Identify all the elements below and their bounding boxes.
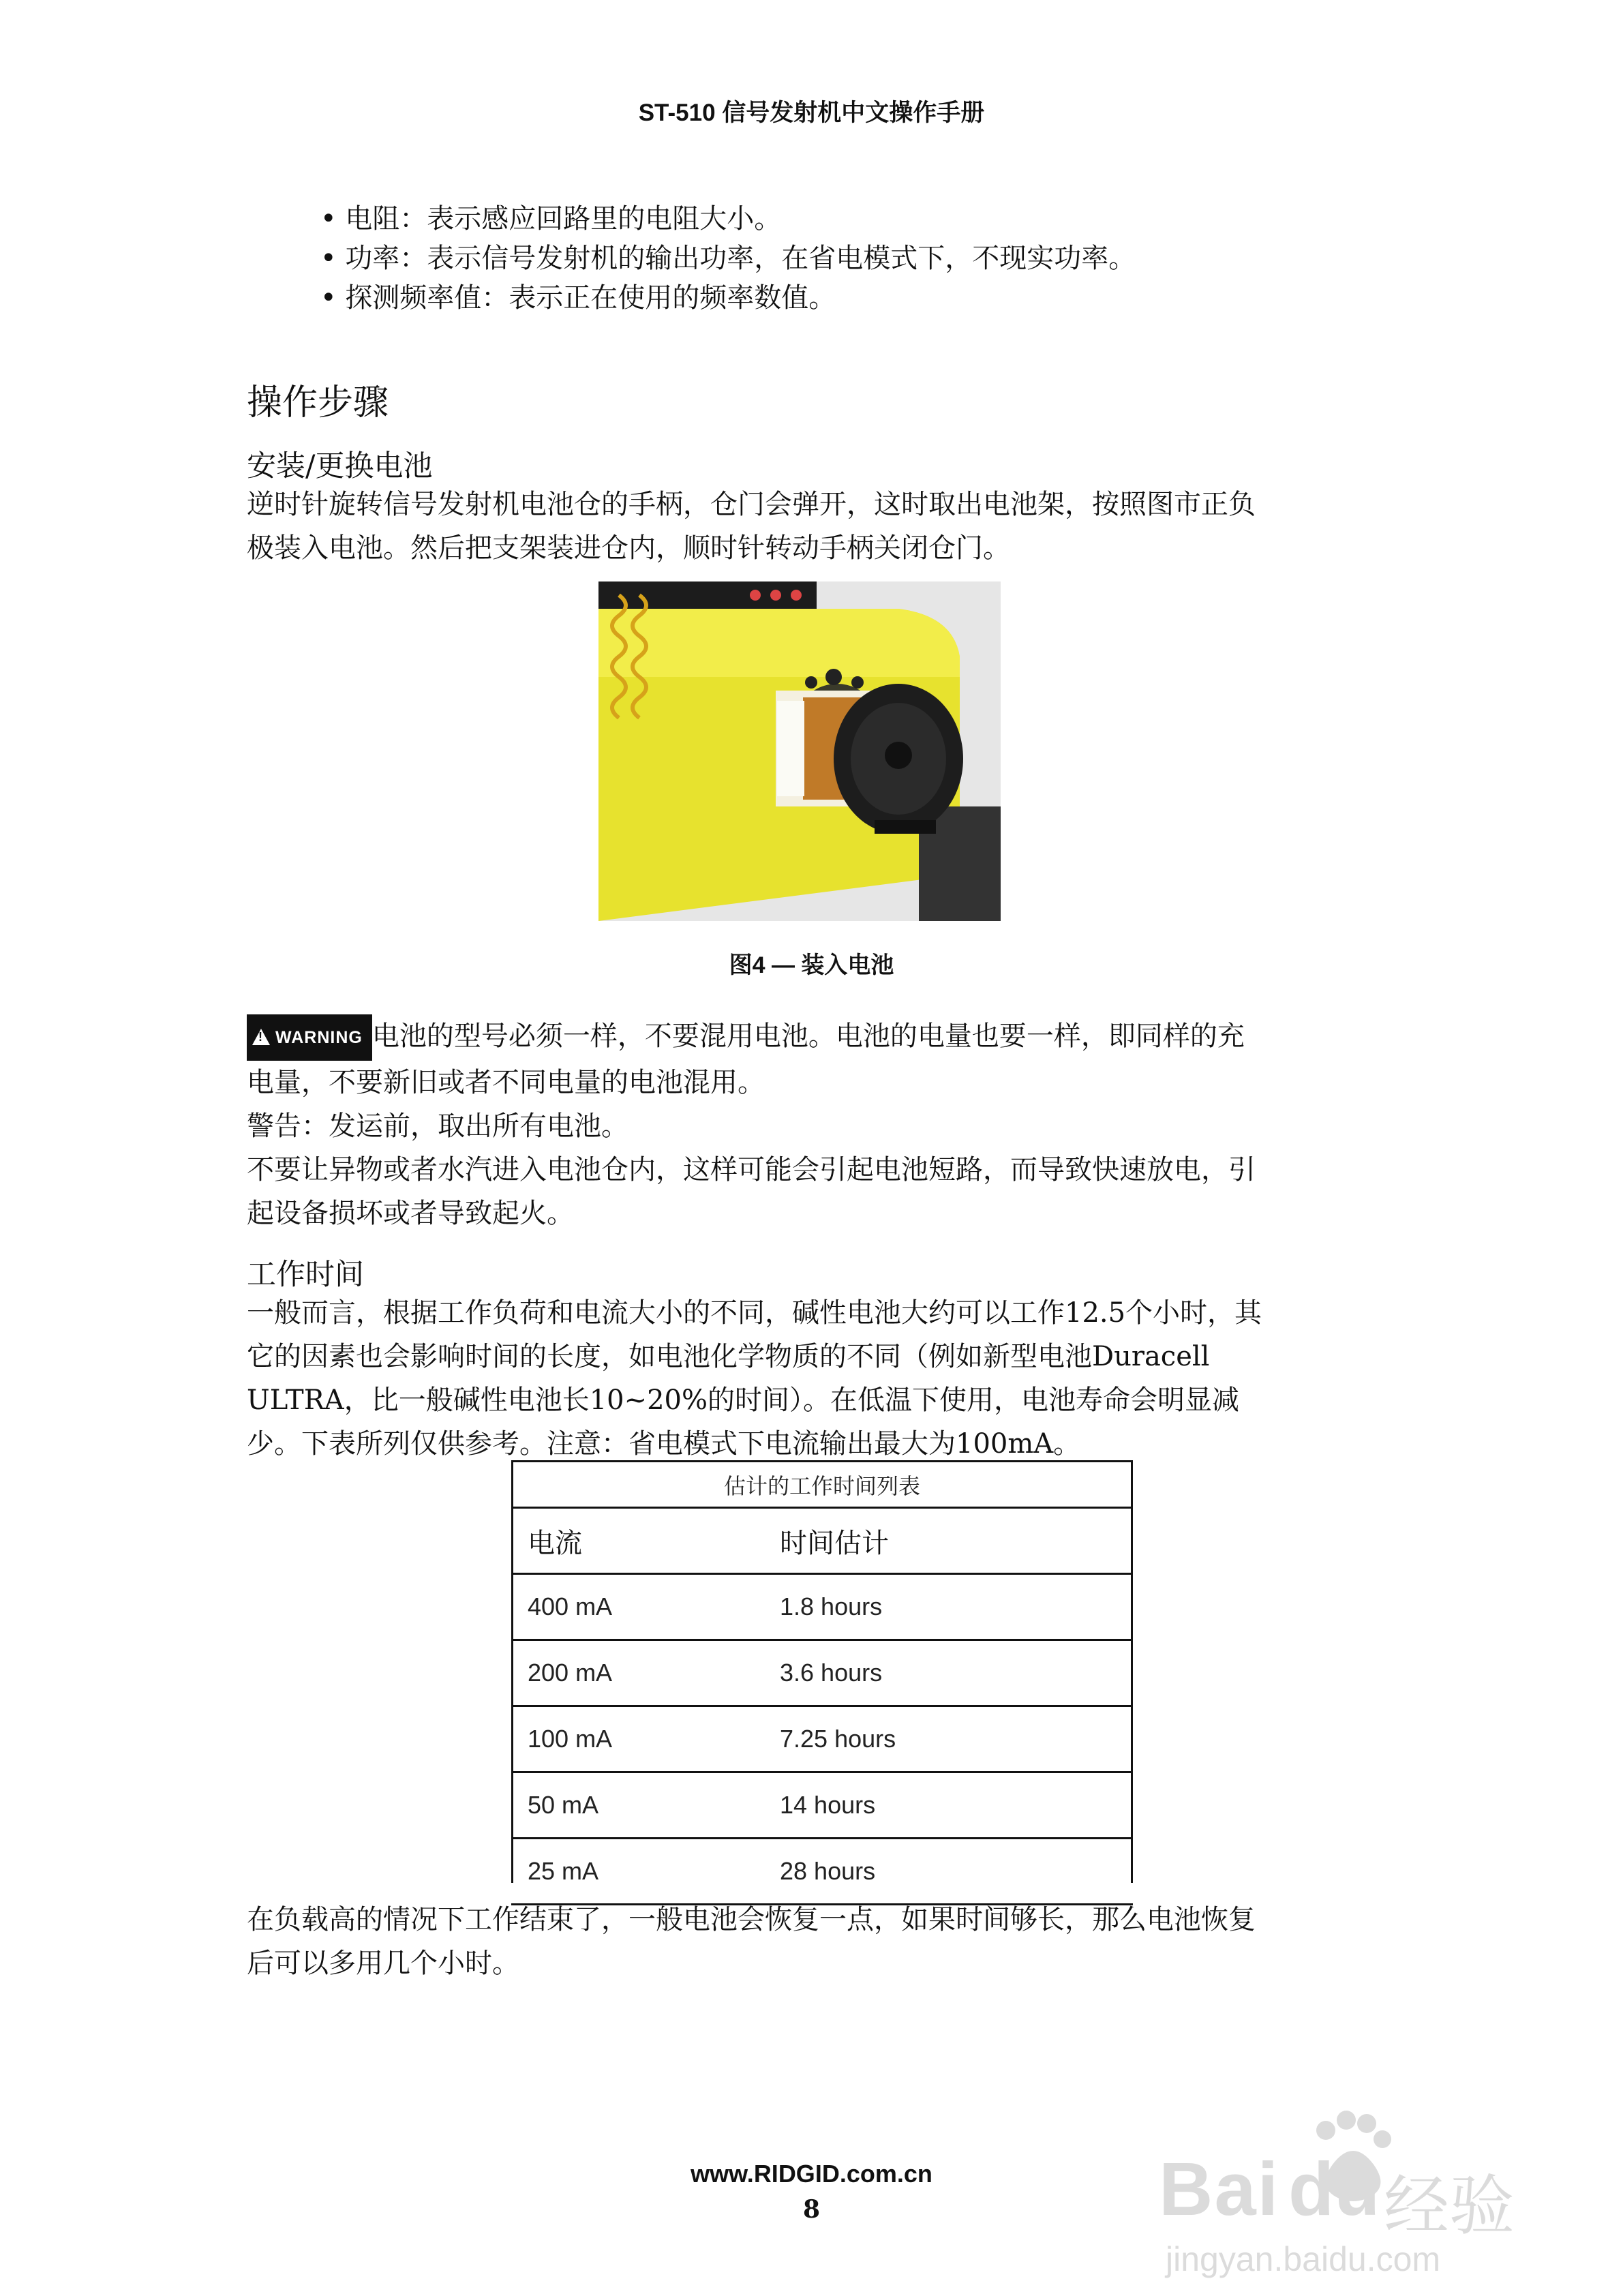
warning-line: ! WARNING 电池的型号必须一样，不要混用电池。电池的电量也要一样，即同样的充 [247,1014,1392,1061]
header-time: 时间估计 [780,1508,1133,1574]
page-number: 8 [802,2195,821,2224]
figure-caption: 图4 — 装入电池 [729,952,894,978]
table-header-row [511,1508,1133,1574]
battery-subtitle: 安装/更换电池 [247,449,433,483]
table-title: 估计的工作时间列表 [511,1462,1133,1508]
table-row: 100 mA 7.25 hours [511,1706,1133,1772]
worktime-paragraph: 一般而言，根据工作负荷和电流大小的不同，碱性电池大约可以工作12.5个小时，其 它的因素也会影响时间的长度，如电池化学物质的不同（例如新型电池Duracell ULTRA，比一般碱性电池长10~20%的时间）。在低温下使用，电池寿命会明显减 少。下表所列仅供参考。注意：省电模式下电流输出最大为100mA。 [247,1297,1262,1460]
worktime-subtitle: 工作时间 [247,1258,364,1292]
header-current: 电流 [511,1508,780,1574]
table-row: 400 mA 1.8 hours [511,1574,1133,1640]
closing-paragraph: 在负载高的情况下工作结束了，一般电池会恢复一点，如果时间够长，那么电池恢复 后可以多用几个小时。 [247,1904,1256,1979]
baidu-watermark [1152,2100,1534,2277]
worktime-table [511,1460,1133,1905]
warning-badge: ! WARNING [247,1014,372,1061]
footer-url: www.RIDGID.com.cn [691,2160,932,2188]
warning-block: ! WARNING 电池的型号必须一样，不要混用电池。电池的电量也要一样，即同样的充 电量，不要新旧或者不同电量的电池混用。 警告：发运前，取出所有电池。 不要让异物或者水汽进入电池仓内，这样可能会引起电池短路，而导致快速放电，引 起设备损坏或者导致起火。 [247,1014,1392,1235]
watermark-jingyan: 经验 [1384,2168,1515,2244]
table-row: 50 mA 14 hours [511,1772,1133,1839]
table-right-border [1131,1460,1133,1883]
watermark-url: jingyan.baidu.com [1166,2240,1441,2278]
table-row: 200 mA 3.6 hours [511,1640,1133,1706]
table-row: 25 mA 28 hours [511,1839,1133,1905]
bullet-item: • 电阻：表示感应回路里的电阻大小。 [320,203,782,235]
bullet-item: • 探测频率值：表示正在使用的频率数值。 [320,282,836,314]
table-left-border [511,1460,513,1883]
battery-install-photo [598,581,1001,921]
watermark-du: du [1288,2147,1380,2231]
watermark-bai: Bai [1159,2147,1280,2231]
document-header: ST-510 信号发射机中文操作手册 [638,100,985,126]
bullet-list [320,199,1136,318]
transmitter-illustration [598,581,1001,921]
section-title: 操作步骤 [247,382,389,423]
battery-paragraph: 逆时针旋转信号发射机电池仓的手柄，仓门会弹开，这时取出电池架，按照图市正负 极装入电池。然后把支架装进仓内，顺时针转动手柄关闭仓门。 [247,489,1256,564]
warning-triangle-icon: ! [252,1029,270,1045]
table-title-row [511,1462,1133,1508]
bullet-item: • 功率：表示信号发射机的输出功率，在省电模式下，不现实功率。 [320,243,1136,274]
